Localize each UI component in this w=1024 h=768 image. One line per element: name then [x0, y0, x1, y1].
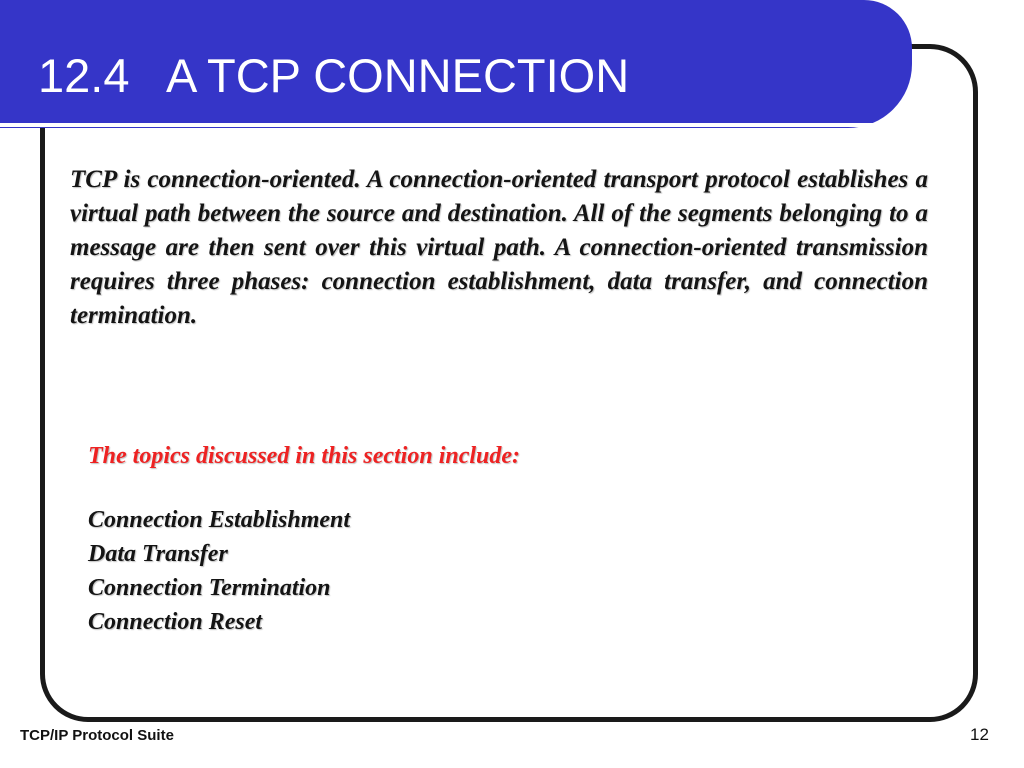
topics-list	[88, 503, 350, 639]
page-number: 12	[970, 725, 989, 744]
intro-paragraph: TCP is connection-oriented. A connection-oriented transport protocol establishes a virtual path between the source and destination. All of the segments belonging to a message are then sent over this virtual path. A connection-oriented transmission requires three phases: connection establishment, data transfer, and connection termination.	[70, 166, 928, 329]
footer-text: TCP/IP Protocol Suite	[20, 727, 174, 744]
slide-title: 12.4 A TCP CONNECTION	[38, 49, 630, 102]
topics-heading: The topics discussed in this section include:	[88, 443, 521, 469]
topic-item: Connection Establishment	[88, 507, 351, 533]
title-underline	[0, 123, 885, 127]
topic-item: Connection Termination	[88, 575, 331, 601]
topic-item: Data Transfer	[88, 541, 228, 567]
topic-item: Connection Reset	[88, 609, 263, 635]
